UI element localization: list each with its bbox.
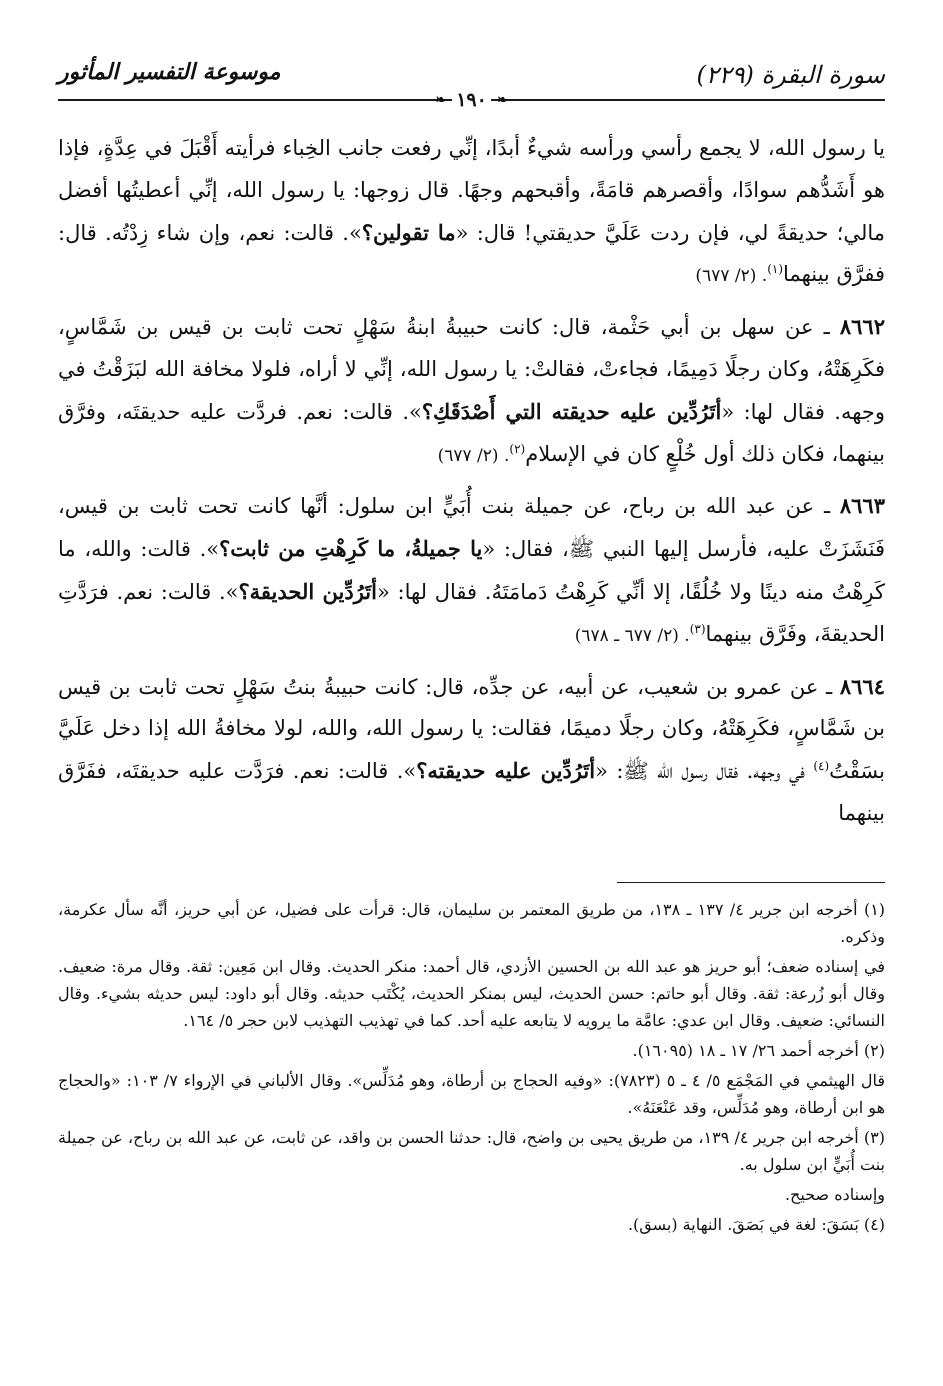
- hadith-number: ٨٦٦٢: [839, 314, 885, 340]
- paragraph-continued: يا رسول الله، لا يجمع رأسي ورأسه شيءٌ أبدًا، إنِّي رفعت جانب الخِباء فرأيته أَقْبَلَ في عِدَّةٍ، فإذا هو أَشَدُّهم سوادًا، وأقصرهم قامَةً، وأقبحهم وجهًا. قال زوجها: يا رسول الله، إنِّي أعطيتُها أفضل مالي؛ حديقةً لي، فإن ردت عَلَيَّ حديقتي! قال: «ما تقولين؟». قالت: نعم، وإن شاء زِدْتُه. قال: ففرَّق بينهما$^{(١)}$. (٢/ ٦٧٧): [58, 136, 885, 287]
- footnote-4: (٤) بَسَقَ: لغة في بَصَقَ. النهاية (بسق).: [627, 1215, 885, 1234]
- quoted-hadith: ما تقولين؟: [361, 219, 456, 245]
- book-title: موسوعة التفسير المأثور: [58, 59, 281, 85]
- hadith-number: ٨٦٦٣: [839, 493, 885, 519]
- footnote-marker[interactable]: (٤): [813, 759, 830, 774]
- footnote-3: (٣) أخرجه ابن جرير ٤/ ١٣٩، من طريق يحيى بن واضح، قال: حدثنا الحسن بن واقد، عن ثابت، عن عبد الله بن رباح، عن جميلة بنت أُبَيٍّ ابن سلول به.: [58, 1128, 885, 1174]
- quoted-hadith: أتَرُدِّين عليه حديقته؟: [416, 758, 596, 784]
- volume-reference: . (٢/ ٦٧٧): [695, 266, 768, 287]
- footnote-2: (٢) أخرجه أحمد ٢٦/ ١٧ ـ ١٨ (١٦٠٩٥).: [632, 1041, 885, 1060]
- surah-title: سورة البقرة (٢٢٩): [696, 61, 885, 89]
- footnote-3-commentary: وإسناده صحيح.: [784, 1185, 885, 1204]
- footnote-marker[interactable]: (١): [767, 262, 784, 277]
- footnotes: [58, 896, 885, 1241]
- quoted-hadith: أتَرُدِّين عليه حديقته التي أَصْدَقَكِ؟: [421, 398, 722, 424]
- footnote-separator: [617, 882, 885, 883]
- footnote-2-commentary: قال الهيثمي في المَجْمَع ٥/ ٤ ـ ٥ (٧٨٢٣): «وفيه الحجاج بن أرطاة، وهو مُدَلِّس». وقال الألباني في الإرواء ٧/ ١٠٣: «والحجاج هو ابن أرطاة، وهو مُدَلِّس، وقد عَنْعَنَهُ».: [58, 1071, 886, 1117]
- footnote-1-commentary: في إسناده ضعف؛ أبو حريز هو عبد الله بن الحسين الأزدي، قال أحمد: منكر الحديث. وقال ابن مَعِين: ثقة. وقال مرة: ضعيف. وقال أبو زُرعة: ثقة. وقال أبو حاتم: حسن الحديث، ليس بمنكر الحديث، يُكْتَب حديثه. وقال أبو داود: ليس حديثه بشيء. وقال النسائي: ضعيف. وقال ابن عدي: عامَّة ما يرويه لا يتابعه عليه أحد. كما في تهذيب التهذيب لابن حجر ٥/ ١٦٤.: [58, 957, 885, 1030]
- quoted-hadith: يا جميلةُ، ما كَرِهْتِ من ثابت؟: [219, 536, 483, 562]
- hadith-8662: ٨٦٦٢ ـ عن سهل بن أبي حَثْمة، قال: كانت حبيبةُ ابنةُ سَهْلٍ تحت ثابت بن قيس بن شَمَّاسٍ، فكَرِهَتْهُ، وكان رجلًا دَمِيمًا، فجاءتْ، فقالتْ: يا رسول الله، إنِّي لا أراه، فلولا مخافة الله لبَزَقْتُ في وجهه. فقال لها: «أتَرُدِّين عليه حديقته التي أَصْدَقَكِ؟». قالت: نعم. فردَّت عليه حديقتَه، وفرَّق بينهما، فكان ذلك أول خُلْعٍ كان في الإسلام$^{(٢)}$. (٢/ ٦٧٧): [58, 314, 886, 466]
- hadith-8664: ٨٦٦٤ ـ عن عمرو بن شعيب، عن أبيه، عن جدِّه، قال: كانت حبيبةُ بنتُ سَهْلٍ تحت ثابت بن قيس بن شَمَّاسٍ، فكَرِهَتْهُ، وكان رجلًا دميمًا، فقالت: يا رسول الله، والله، لولا مخافةُ الله إذا دخل عَلَيَّ بسَقْتُ$^{(٤)}$ في وجهه. فقال رسول الله ﷺ: «أتَرُدِّين عليه حديقته؟». قالت: نعم. فرَدَّت عليه حديقتَه، ففَرَّق بينهما: [58, 673, 885, 825]
- footnote-marker[interactable]: (٣): [689, 621, 706, 636]
- quoted-hadith: أتَرُدِّين الحديقة؟: [238, 578, 377, 604]
- volume-reference: . (٢/ ٦٧٧ ـ ٦٧٨): [574, 625, 690, 646]
- ornament-icon: ❧: [496, 93, 508, 108]
- footnote-1: (١) أخرجه ابن جرير ٤/ ١٣٧ ـ ١٣٨، من طريق المعتمر بن سليمان، قال: قرأت على فضيل، عن أبي حريز، أنَّه سأل عكرمة، وذكره.: [58, 900, 886, 946]
- footnote-marker[interactable]: (٢): [509, 441, 526, 456]
- page-number-bar: [0, 86, 943, 115]
- main-text: [58, 128, 885, 843]
- ornament-icon: ❧: [435, 93, 447, 108]
- hadith-8663: ٨٦٦٣ ـ عن عبد الله بن رباح، عن جميلة بنت أُبَيٍّ ابن سلول: أنَّها كانت تحت ثابت بن قيس، فَنَشَزَتْ عليه، فأرسل إليها النبي ﷺ، فقال: «يا جميلةُ، ما كَرِهْتِ من ثابت؟». قالت: والله، ما كَرِهْتُ منه دينًا ولا خُلُقًا، إلا أنِّي كَرِهْتُ دَمامَتَهُ. فقال لها: «أتَرُدِّين الحديقة؟». قالت: نعم. فرَدَّتِ الحديقةَ، وفَرَّق بينهما$^{(٣)}$. (٢/ ٦٧٧ ـ ٦٧٨): [58, 493, 886, 646]
- hadith-number: ٨٦٦٤: [839, 673, 885, 699]
- page-number: ١٩٠: [452, 89, 491, 111]
- volume-reference: . (٢/ ٦٧٧): [437, 445, 510, 466]
